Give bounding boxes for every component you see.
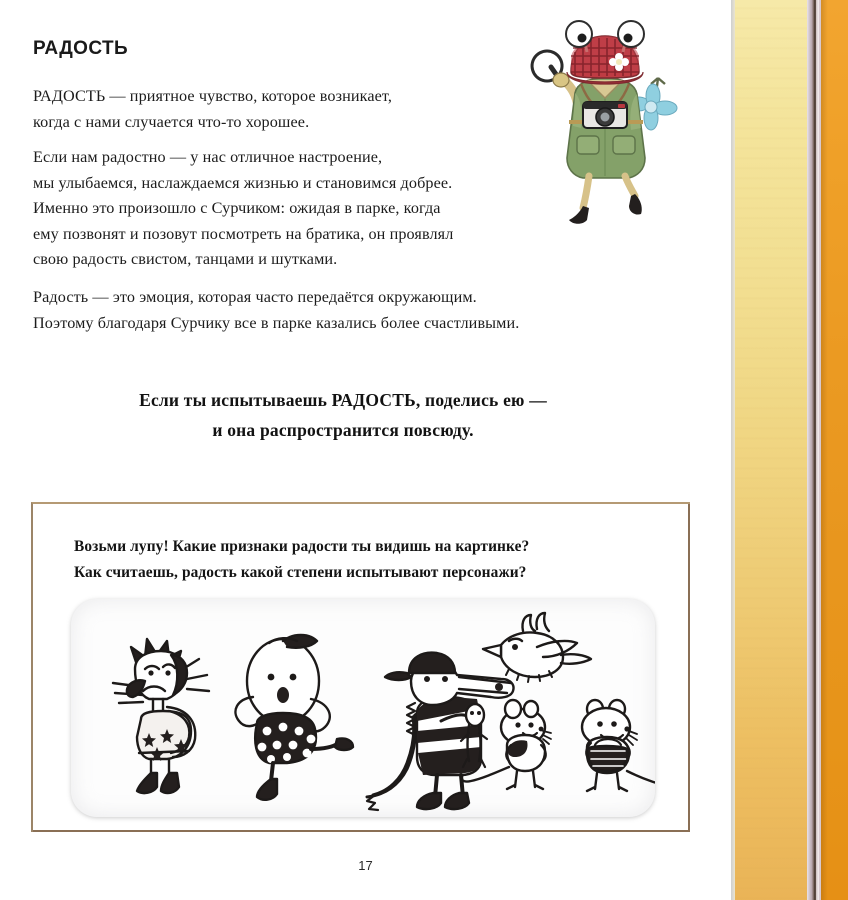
character-crocodile (367, 653, 514, 810)
callout-text (33, 385, 653, 445)
paragraph-story (33, 145, 553, 273)
page-edge-line-dark (814, 0, 816, 900)
paragraph-line: Радость — это эмоция, которая часто передаётся окружающим. (33, 288, 477, 306)
paragraph-line: мы улыбаемся, наслаждаемся жизнью и становимся добрее. (33, 173, 453, 192)
boot-right (629, 194, 642, 215)
paragraph-line: Именно это произошло с Сурчиком: ожидая в парке, когда (33, 199, 441, 217)
activity-question (74, 534, 654, 586)
book-page-edge (731, 0, 848, 900)
paragraph-line: ему позвонят и позовут посмотреть на братика, он проявлял (33, 224, 454, 243)
mascot-illustration (525, 18, 685, 230)
paragraph-line: Поэтому благодаря Сурчику все в парке казались более счастливыми. (33, 313, 520, 332)
character-mouse-with-basket (582, 700, 655, 791)
paragraph-conclusion (33, 285, 613, 336)
paragraph-line: когда с нами случается что-то хорошее. (33, 112, 310, 131)
page-edge-inner (735, 0, 807, 900)
page-number: 17 (358, 858, 373, 873)
character-bird (483, 613, 591, 682)
boot-left (569, 206, 589, 224)
page-title: РАДОСТЬ (33, 38, 129, 59)
paragraph-definition (33, 84, 533, 135)
activity-question-line: Возьми лупу! Какие признаки радости ты видишь на картинке? (74, 538, 530, 555)
paragraph-line: РАДОСТЬ — приятное чувство, которое возникает, (33, 87, 393, 105)
character-cat-with-star-shorts (113, 639, 209, 793)
characters-illustration-panel (71, 599, 655, 817)
character-polka-dot-dress (235, 635, 353, 800)
activity-box (31, 502, 690, 832)
paragraph-line: свою радость свистом, танцами и шутками. (33, 250, 338, 268)
callout-line: и она распространится повсюду. (212, 420, 474, 440)
activity-question-line: Как считаешь, радость какой степени испытывают персонажи? (74, 564, 527, 581)
book-cover-edge (821, 0, 848, 900)
paragraph-line: Если нам радостно — у нас отличное настроение, (33, 148, 383, 166)
callout-line: Если ты испытываешь РАДОСТЬ, поделись ею — (139, 390, 547, 410)
